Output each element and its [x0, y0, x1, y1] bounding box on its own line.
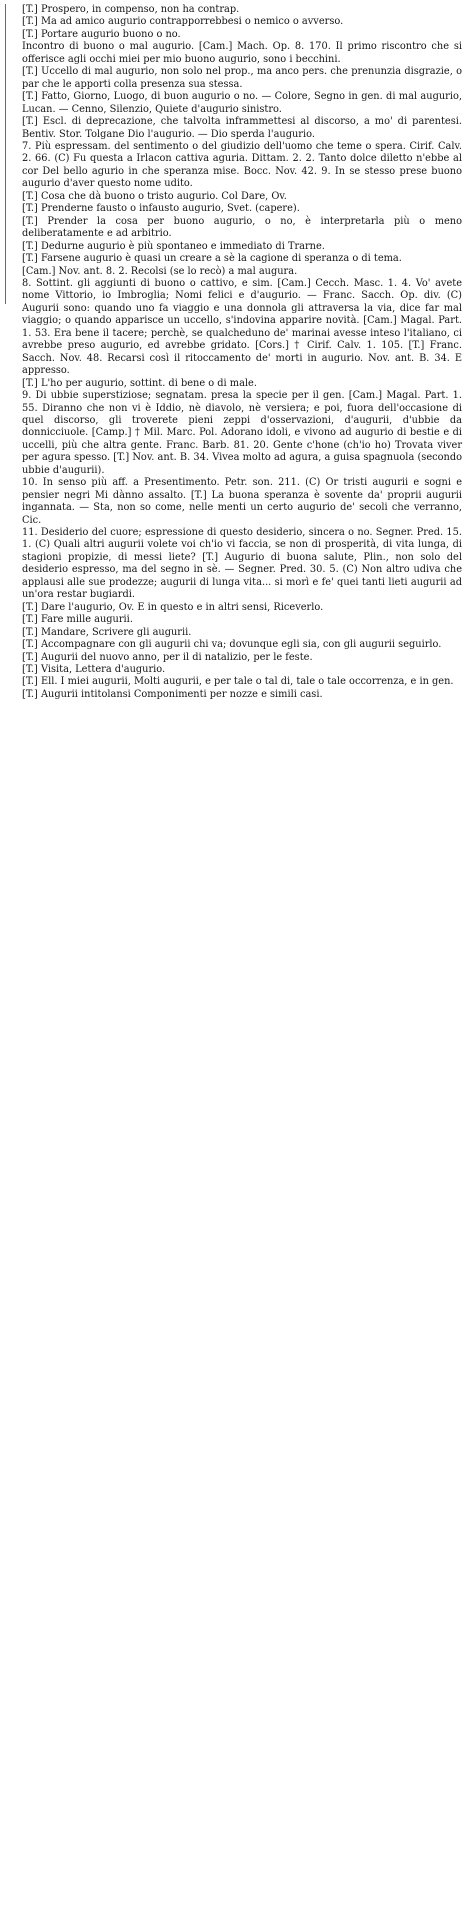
sense-7-paragraph: 7. Più espressam. del sentimento o del giudizio dell'uomo che teme o spera. Cirif. Calv. 2. 66. (C) Fu questa a Irlacon cattiva aguria. Dittam. 2. 2. Tanto dolce diletto n'ebbe al cor Del bello agurio in che speranza mise. Bocc. Nov. 42. 9. In se stesso prese buono augurio d'aver questo nome udito. — [22, 140, 462, 190]
entry-paragraph: [T.] Accompagnare con gli augurii chi va; dovunque egli sia, con gli augurii seguirlo. — [22, 639, 442, 651]
entry-paragraph: [T.] Fare mille augurii. — [22, 614, 133, 626]
entry-paragraph: Incontro di buono o mal augurio. [Cam.] Mach. Op. 8. 170. Il primo riscontro che si offerisce agli occhi miei per mio buono augurio, sono i becchini. — [22, 41, 462, 65]
entry-paragraph: [T.] Mandare, Scrivere gli augurii. — [22, 626, 192, 638]
entry-paragraph: [T.] Prospero, in compenso, non ha contrap. — [22, 4, 240, 15]
entry-paragraph: [T.] Prender la cosa per buono augurio, o no, è interpretarla più o meno deliberatamente e ad arbitrio. — [22, 215, 462, 240]
entry-paragraph: [T.] Uccello di mal augurio, non solo nel prop., ma anco pers. che prenunzia disgrazie, o par che le apporti colla presenza sua stessa. — [22, 66, 462, 90]
margin-rule — [5, 4, 6, 304]
sense-10-paragraph: 10. In senso più aff. a Presentimento. Petr. son. 211. (C) Or tristi augurii e sogni e pensier negri Mi dànno assalto. [T.] La buona speranza è sovente da' proprii augurii ingannata. — Sta, non so come, nelle menti un certo augurio de' secoli che verranno, Cic. — [22, 477, 462, 526]
entry-paragraph: [T.] Dare l'augurio, Ov. E in questo e in altri sensi, Riceverlo. — [22, 601, 324, 613]
entry-paragraph: [T.] Escl. di deprecazione, che talvolta inframmettesi al discorso, a mo' di parentesi. Bentiv. Stor. Tolgane Dio l'augurio. — Dio sperda l'augurio. — [22, 116, 462, 140]
sense-9-paragraph: 9. Di ubbie superstiziose; segnatam. presa la specie per il gen. [Cam.] Magal. Part. 1. 55. Diranno che non vi è Iddio, nè diavolo, nè versiera; e poi, fuora dell'occasione di quel discorso, gli troverete pieni zeppi d'osservazioni, d'augurii, d'ubbie da donnicciuole. [Camp.] † Mil. Marc. Pol. Adorano idoli, e vivono ad augurio di bestie e di uccelli, più che altra gente. Franc. Barb. 81. 20. Gente c'hone (ch'io ho) Trovata viver per agura spesso. [T.] Nov. ant. B. 34. Vivea molto ad agura, a guisa spagnuola (secondo ubbie d'augurii). — [22, 390, 462, 476]
entry-paragraph: [T.] Portare augurio buono o no. — [22, 28, 181, 40]
entry-paragraph: [Cam.] Nov. ant. 8. 2. Recolsi (se lo recò) a mal augura. — [22, 265, 298, 277]
entry-paragraph: [T.] Augurii intitolansi Componimenti per nozze e simili casi. — [22, 688, 323, 700]
entry-paragraph: [T.] Cosa che dà buono o tristo augurio. Col Dare, Ov. — [22, 190, 287, 202]
entry-paragraph: [T.] Fatto, Giorno, Luogo, di buon augurio o no. — Colore, Segno in gen. di mal augurio, Lucan. — Cenno, Silenzio, Quiete d'augurio sinistro. — [22, 91, 462, 115]
entry-paragraph: [T.] Ell. I miei augurii, Molti augurii, e per tale o tal di, tale o tale occorrenza, e in gen. — [22, 676, 454, 688]
entry-paragraph: [T.] Farsene augurio è quasi un creare a sè la cagione di speranza o di tema. — [22, 253, 402, 265]
entry-paragraph: [T.] Ma ad amico augurio contrapporrebbesi o nemico o avverso. — [22, 16, 344, 28]
entry-paragraph: [T.] Augurii del nuovo anno, per il di natalizio, per le feste. — [22, 651, 313, 663]
entry-paragraph: [T.] Prenderne fausto o infausto augurio, Svet. (capere). — [22, 203, 300, 215]
entry-paragraph: [T.] Dedurne augurio è più spontaneo e immediato di Trarne. — [22, 240, 325, 252]
entry-paragraph: [T.] L'ho per augurio, sottint. di bene o di male. — [22, 377, 257, 389]
entry-paragraph: [T.] Visita, Lettera d'augurio. — [22, 664, 166, 676]
sense-8-paragraph: 8. Sottint. gli aggiunti di buono o cattivo, e sim. [Cam.] Cecch. Masc. 1. 4. Vo' avete nome Vittorio, io Imbroglia; Nomi felici e d'augurio. — Franc. Sacch. Op. div. (C) Augurii sono: quando uno fa viaggio e una donnola gli attraversa la via, dice far mal viaggio; o quando apparisce un uccello, s'indovina apparire novità. [Cam.] Magal. Part. 1. 53. Era bene il tacere; perchè, se qualcheduno de' marinai avesse inteso l'italiano, ci avrebbe preso augurio, ed avrebbe gridato. [Cors.] † Cirif. Calv. 1. 105. [T.] Franc. Sacch. Nov. 48. Recarsi così il ritoccamento de' morti in augurio. Nov. ant. B. 34. E appresso. — [22, 277, 462, 377]
sense-11-paragraph: 11. Desiderio del cuore; espressione di questo desiderio, sincera o no. Segner. Pred. 15. 1. (C) Quali altri augurii volete voi ch'io vi faccia, se non di prosperità, di vita lunga, di stagioni propizie, di messi liete? [T.] Augurio di buona salute, Plin., non solo del desiderio espresso, ma del segno in sè. — Segner. Pred. 30. 5. (C) Non altro udiva che applausi alle sue prodezze; augurii di lunga vita... si morì e fe' quei tanti lieti augurii ad un'ora restar bugiardi. — [22, 527, 462, 601]
